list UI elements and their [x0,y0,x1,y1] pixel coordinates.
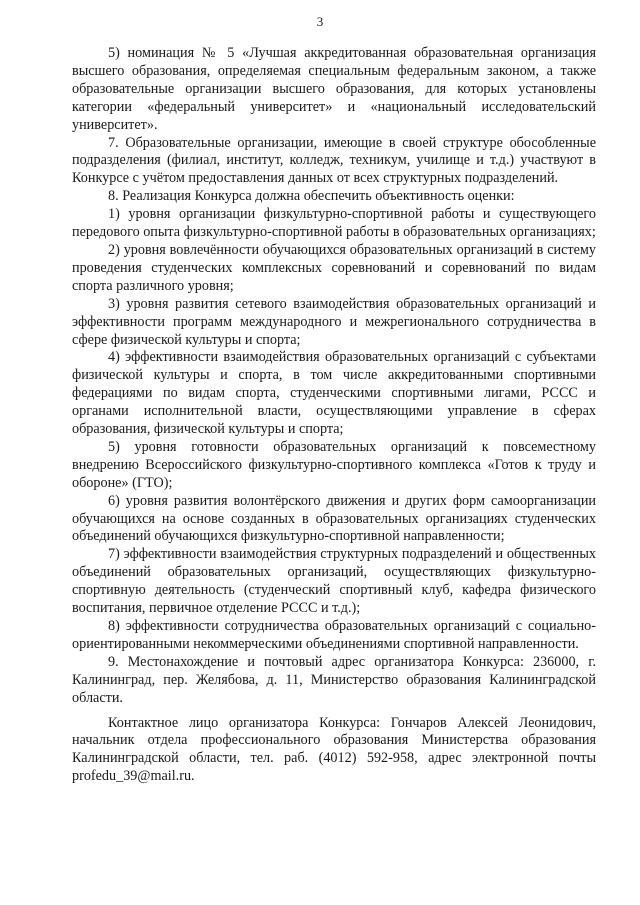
paragraph-contact-person: Контактное лицо организатора Конкурса: Гончаров Алексей Леонидович, начальник отдела профессионального образования Министерства образования Калининградской области, тел. раб. (4012) 592-958, адрес электронной почты profedu_39@mail.ru. [72,714,596,785]
list-item-objective-7: 7) эффективности взаимодействия структурных подразделений и общественных объединений образовательных организаций, осуществляющих физкультурно-спортивную деятельность (студенческий спортивный клуб, кафедра физического воспитания, первичное отделение РССС и т.д.); [72,546,596,617]
list-item-objective-6: 6) уровня развития волонтёрского движения и других форм самоорганизации обучающихся на основе созданных в образовательных организациях студенческих объединений обучающихся физкультурно-спортивной направленности; [72,492,596,545]
list-item-objective-1: 1) уровня организации физкультурно-спортивной работы и существующего передового опыта физкультурно-спортивной работы в образовательных организациях; [72,206,596,241]
list-item-objective-3: 3) уровня развития сетевого взаимодействия образовательных организаций и эффективности программ международного и межрегионального сотрудничества в сфере физической культуры и спорта; [72,295,596,348]
list-item-objective-5: 5) уровня готовности образовательных организаций к повсеместному внедрению Всероссийского физкультурно-спортивного комплекса «Готов к труду и обороне» (ГТО); [72,438,596,491]
paragraph-item-9-address: 9. Местонахождение и почтовый адрес организатора Конкурса: 236000, г. Калининград, пер. Желябова, д. 11, Министерство образования Калининградской области. [72,653,596,706]
page-number: 3 [316,14,324,29]
paragraph-nomination-5: 5) номинация № 5 «Лучшая аккредитованная образовательная организация высшего образования, определяемая специальным федеральным законом, а также образовательные организации высшего образования, для которых установлены категории «федеральный университет» и «национальный исследовательский университет». [72,45,596,133]
paragraph-item-8: 8. Реализация Конкурса должна обеспечить объективность оценки: [108,188,515,205]
list-item-objective-2: 2) уровня вовлечённости обучающихся образовательных организаций в систему проведения студенческих комплексных соревнований и соревнований по видам спорта различного уровня; [72,241,596,294]
list-item-objective-4: 4) эффективности взаимодействия образовательных организаций с субъектами физической культуры и спорта, в том числе аккредитованными спортивными федерациями по видам спорта, студенческими спортивными лигами, РССС и органами исполнительной власти, осуществляющими управление в сферах образования, физической культуры и спорта; [72,349,596,438]
document-body [72,45,596,786]
list-item-objective-8: 8) эффективности сотрудничества образовательных организаций с социально-ориентированными некоммерческими объединениями спортивной направленности. [72,618,596,652]
paragraph-item-7: 7. Образовательные организации, имеющие в своей структуре обособленные подразделения (филиал, институт, колледж, техникум, училище и т.д.) участвуют в Конкурсе с учётом предоставления данных от всех структурных подразделений. [72,134,596,187]
